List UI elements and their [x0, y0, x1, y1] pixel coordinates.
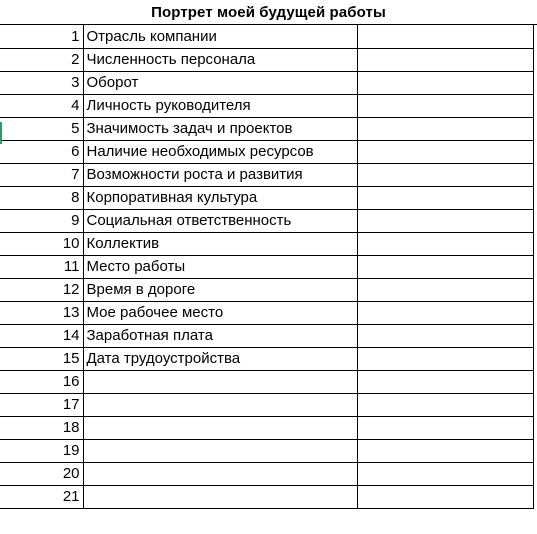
table-body	[0, 25, 533, 508]
row-number-cell[interactable]: 6	[0, 140, 83, 163]
criterion-cell[interactable]: Оборот	[83, 71, 357, 94]
row-number-cell[interactable]: 11	[0, 255, 83, 278]
criterion-cell[interactable]: Место работы	[83, 255, 357, 278]
data-table	[0, 25, 534, 509]
answer-cell[interactable]	[357, 370, 533, 393]
selection-indicator	[0, 122, 2, 144]
answer-cell[interactable]	[357, 439, 533, 462]
answer-cell[interactable]	[357, 186, 533, 209]
table-row	[0, 186, 533, 209]
table-row	[0, 209, 533, 232]
criterion-cell[interactable]	[83, 485, 357, 508]
row-number-cell[interactable]: 1	[0, 25, 83, 48]
row-number-cell[interactable]: 14	[0, 324, 83, 347]
criterion-cell[interactable]: Социальная ответственность	[83, 209, 357, 232]
criterion-cell[interactable]	[83, 370, 357, 393]
table-row	[0, 278, 533, 301]
row-number-cell[interactable]: 9	[0, 209, 83, 232]
table-row	[0, 439, 533, 462]
criterion-cell[interactable]: Возможности роста и развития	[83, 163, 357, 186]
criterion-cell[interactable]	[83, 462, 357, 485]
row-number-cell[interactable]: 8	[0, 186, 83, 209]
criterion-cell[interactable]: Численность персонала	[83, 48, 357, 71]
answer-cell[interactable]	[357, 71, 533, 94]
table-row	[0, 347, 533, 370]
table-row	[0, 71, 533, 94]
row-number-cell[interactable]: 4	[0, 94, 83, 117]
row-number-cell[interactable]: 16	[0, 370, 83, 393]
criterion-cell[interactable]: Время в дороге	[83, 278, 357, 301]
row-number-cell[interactable]: 18	[0, 416, 83, 439]
row-number-cell[interactable]: 19	[0, 439, 83, 462]
answer-cell[interactable]	[357, 140, 533, 163]
criterion-cell[interactable]	[83, 393, 357, 416]
answer-cell[interactable]	[357, 25, 533, 48]
answer-cell[interactable]	[357, 393, 533, 416]
table-row	[0, 163, 533, 186]
table-row	[0, 301, 533, 324]
row-number-cell[interactable]: 5	[0, 117, 83, 140]
criterion-cell[interactable]: Отрасль компании	[83, 25, 357, 48]
criterion-cell[interactable]	[83, 439, 357, 462]
table-row	[0, 416, 533, 439]
table-row	[0, 25, 533, 48]
answer-cell[interactable]	[357, 278, 533, 301]
table-row	[0, 255, 533, 278]
answer-cell[interactable]	[357, 301, 533, 324]
answer-cell[interactable]	[357, 255, 533, 278]
table-row	[0, 370, 533, 393]
row-number-cell[interactable]: 21	[0, 485, 83, 508]
sheet-title: Портрет моей будущей работы	[151, 3, 386, 21]
answer-cell[interactable]	[357, 117, 533, 140]
table-row	[0, 117, 533, 140]
row-number-cell[interactable]: 7	[0, 163, 83, 186]
answer-cell[interactable]	[357, 324, 533, 347]
answer-cell[interactable]	[357, 416, 533, 439]
row-number-cell[interactable]: 10	[0, 232, 83, 255]
criterion-cell[interactable]: Личность руководителя	[83, 94, 357, 117]
criterion-cell[interactable]: Значимость задач и проектов	[83, 117, 357, 140]
criterion-cell[interactable]: Корпоративная культура	[83, 186, 357, 209]
criterion-cell[interactable]: Наличие необходимых ресурсов	[83, 140, 357, 163]
title-cell[interactable]	[0, 0, 537, 25]
row-number-cell[interactable]: 20	[0, 462, 83, 485]
row-number-cell[interactable]: 3	[0, 71, 83, 94]
table-row	[0, 94, 533, 117]
answer-cell[interactable]	[357, 94, 533, 117]
row-number-cell[interactable]: 12	[0, 278, 83, 301]
table-row	[0, 140, 533, 163]
row-number-cell[interactable]: 17	[0, 393, 83, 416]
criterion-cell[interactable]: Заработная плата	[83, 324, 357, 347]
criterion-cell[interactable]: Коллектив	[83, 232, 357, 255]
criterion-cell[interactable]: Мое рабочее место	[83, 301, 357, 324]
row-number-cell[interactable]: 13	[0, 301, 83, 324]
row-number-cell[interactable]: 15	[0, 347, 83, 370]
criterion-cell[interactable]	[83, 416, 357, 439]
table-row	[0, 324, 533, 347]
row-number-cell[interactable]: 2	[0, 48, 83, 71]
answer-cell[interactable]	[357, 485, 533, 508]
answer-cell[interactable]	[357, 48, 533, 71]
answer-cell[interactable]	[357, 347, 533, 370]
table-row	[0, 48, 533, 71]
table-row	[0, 393, 533, 416]
answer-cell[interactable]	[357, 232, 533, 255]
table-row	[0, 485, 533, 508]
table-row	[0, 232, 533, 255]
answer-cell[interactable]	[357, 163, 533, 186]
table-row	[0, 462, 533, 485]
answer-cell[interactable]	[357, 209, 533, 232]
answer-cell[interactable]	[357, 462, 533, 485]
criterion-cell[interactable]: Дата трудоустройства	[83, 347, 357, 370]
